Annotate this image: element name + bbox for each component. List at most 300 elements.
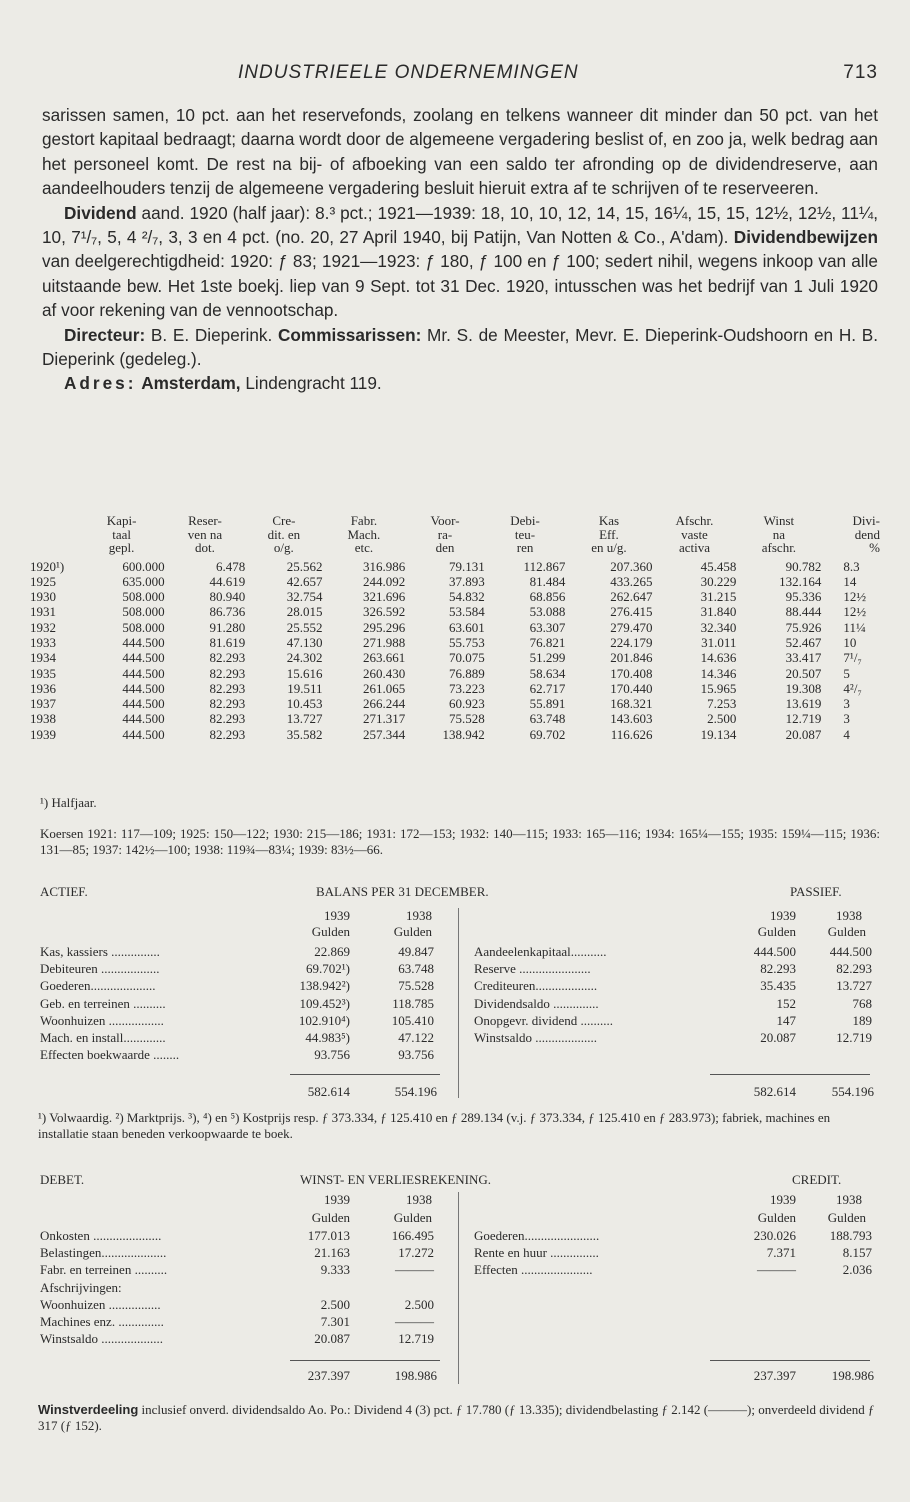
column-header: Fabr. — [350, 513, 378, 528]
balans-year-1938: 1938 — [406, 908, 432, 923]
column-header: % — [869, 540, 880, 555]
table-cell: 168.321 — [610, 696, 653, 712]
winst-left-title: DEBET. — [40, 1172, 85, 1187]
row-value: 7.301 — [320, 1314, 350, 1329]
winst-title: WINST- EN VERLIESREKENING. — [300, 1172, 492, 1187]
row-value: 20.087 — [314, 1331, 350, 1347]
table-cell: 8.3 — [843, 558, 860, 574]
table-cell: 55.891 — [529, 696, 566, 712]
table-cell: 266.244 — [363, 696, 406, 712]
table-cell: 15.965 — [700, 680, 737, 696]
table-cell: 7¹/₇ — [843, 650, 862, 666]
table-cell: 19.308 — [785, 680, 822, 696]
row-value: 189 — [852, 1012, 872, 1028]
column-header — [30, 514, 79, 528]
column-header: Kapi- — [106, 513, 137, 528]
table-cell: 73.223 — [449, 680, 485, 696]
table-row — [30, 604, 880, 619]
table-cell: 13.619 — [785, 696, 822, 712]
table-cell: 80.940 — [209, 589, 246, 605]
table-cell: 1925 — [30, 573, 56, 589]
table-cell: 58.634 — [529, 665, 566, 681]
row-label: Aandeelenkapitaal........... — [474, 944, 607, 959]
table-cell: 444.500 — [122, 634, 165, 650]
row-label: Onkosten ..................... — [40, 1228, 162, 1243]
table-cell: 2.500 — [707, 711, 737, 727]
winst-unit-1: Gulden — [311, 1210, 350, 1225]
balans-unit-1: Gulden — [311, 924, 350, 939]
table-cell: 20.507 — [785, 665, 822, 681]
row-value: 93.756 — [398, 1047, 434, 1063]
table-cell: 224.179 — [610, 634, 653, 650]
table-cell: 116.626 — [610, 726, 653, 742]
row-value: 17.272 — [398, 1245, 434, 1261]
table-cell: 1936 — [30, 680, 56, 696]
table-cell: 263.661 — [363, 650, 406, 666]
winst-r-unit-2: Gulden — [827, 1210, 866, 1225]
financial-table — [30, 514, 880, 742]
row-value: 20.087 — [760, 1030, 796, 1045]
column-header: teu- — [514, 526, 536, 542]
table-cell: 600.000 — [122, 558, 165, 574]
balans-r-total-1938: 554.196 — [831, 1084, 874, 1099]
row-label: Dividendsaldo .............. — [474, 995, 599, 1011]
table-row — [30, 666, 880, 681]
row-label: Afschrijvingen: — [40, 1279, 122, 1295]
paragraph-dividend — [42, 201, 878, 323]
row-value: 105.410 — [391, 1012, 434, 1028]
table-cell: 201.846 — [610, 650, 653, 666]
table-cell: 508.000 — [122, 619, 165, 635]
row-value: 35.435 — [760, 978, 796, 994]
column-header: Eff. — [599, 526, 619, 542]
table-cell: 1934 — [30, 650, 56, 666]
column-header: dend — [854, 526, 880, 542]
row-value: 82.293 — [760, 961, 796, 977]
table-cell: 32.754 — [286, 589, 323, 605]
row-value: 138.942²) — [299, 978, 350, 994]
table-row — [30, 681, 880, 696]
row-value: 63.748 — [398, 961, 434, 977]
winst-year-1938: 1938 — [406, 1192, 432, 1207]
column-header: Divi- — [852, 513, 880, 528]
dividend-label: Dividend — [64, 202, 137, 223]
balans-r-unit-1: Gulden — [757, 924, 796, 939]
table-cell: 54.832 — [449, 589, 485, 605]
table-cell: 1930 — [30, 589, 56, 605]
winst-total-1938: 198.986 — [394, 1368, 437, 1383]
row-value: ——— — [395, 1314, 434, 1329]
winstverdeeling — [38, 1402, 880, 1434]
row-value: 768 — [852, 995, 872, 1011]
table-cell: 279.470 — [610, 619, 653, 635]
balans-r-year-1939: 1939 — [770, 908, 796, 923]
row-label: Goederen....................... — [474, 1228, 600, 1243]
table-cell: 90.782 — [785, 558, 822, 574]
row-value: 93.756 — [314, 1047, 350, 1063]
table-cell: 82.293 — [209, 680, 246, 696]
row-value: 7.371 — [766, 1245, 796, 1261]
winst-year-1939: 1939 — [324, 1192, 350, 1207]
row-value: 9.333 — [320, 1262, 350, 1278]
header-row — [30, 541, 880, 559]
column-header: ra- — [437, 526, 453, 542]
table-cell: 82.293 — [209, 711, 246, 727]
table-cell: 316.986 — [363, 558, 406, 574]
table-cell: 53.584 — [449, 604, 485, 620]
table-header — [30, 514, 880, 559]
table-cell: 1920¹) — [30, 558, 65, 574]
table-cell: 12½ — [843, 604, 867, 620]
winstverdeeling-label: Winstverdeeling — [38, 1402, 139, 1417]
table-cell: 244.092 — [363, 573, 406, 589]
row-value: 12.719 — [398, 1331, 434, 1347]
column-header: ven na — [187, 526, 223, 542]
table-cell: 12½ — [843, 589, 867, 605]
balans-left-rule — [290, 1074, 440, 1075]
table-cell: 86.736 — [209, 604, 246, 620]
balans-left-title: ACTIEF. — [40, 884, 88, 899]
table-row — [30, 650, 880, 665]
row-label: Mach. en install............. — [40, 1030, 166, 1045]
table-cell: 1935 — [30, 665, 56, 681]
balans-year-1939: 1939 — [324, 908, 350, 923]
paragraph-adres — [42, 371, 878, 395]
row-value: 8.157 — [842, 1245, 872, 1261]
column-header: Debi- — [510, 513, 540, 528]
column-header: Kas — [598, 513, 620, 528]
table-cell: 19.511 — [287, 680, 323, 696]
winst-left-rule — [290, 1360, 440, 1361]
dividend-text: aand. 1920 (half jaar): 8.³ pct.; 1921—1939: 18, 10, 10, 12, 14, 15, 16¼, 15, 15, 12½, 12½, 11¼, 10, 7¹/₇, 5, 4 ²/₇, 3, 3 en 4 pct. (no. 20, 27 April 1940, bij Patijn, Van Notten & Co., A'dam). — [42, 202, 878, 248]
table-cell: 42.657 — [286, 573, 323, 589]
table-row — [30, 711, 880, 726]
table-cell: 19.134 — [700, 726, 737, 742]
row-value: 69.702¹) — [306, 961, 350, 977]
row-value: 47.122 — [398, 1030, 434, 1045]
balans-section — [0, 884, 910, 1104]
table-cell: 262.647 — [610, 589, 653, 605]
column-header: ren — [516, 540, 534, 555]
table-cell: 260.430 — [363, 665, 406, 681]
row-value: 22.869 — [314, 944, 350, 959]
directeur-text: B. E. Dieperink. — [145, 324, 278, 345]
table-cell: 207.360 — [610, 558, 653, 574]
table-cell: 25.562 — [286, 558, 323, 574]
column-header: na — [772, 526, 786, 542]
row-value: ——— — [395, 1262, 434, 1278]
table-cell: 53.088 — [529, 604, 566, 620]
table-cell: 326.592 — [363, 604, 406, 620]
row-value: 2.036 — [842, 1262, 872, 1278]
row-value: 75.528 — [398, 978, 434, 994]
running-title: INDUSTRIEELE ONDERNEMINGEN — [238, 62, 579, 83]
table-cell: 63.601 — [449, 619, 485, 635]
table-cell: 75.926 — [785, 619, 822, 635]
row-value: 82.293 — [836, 961, 872, 977]
row-value: 118.785 — [392, 995, 434, 1011]
header-row — [30, 528, 880, 542]
table-cell: 10.453 — [286, 696, 323, 712]
table-cell: 1938 — [30, 711, 56, 727]
table-cell: 12.719 — [785, 711, 822, 727]
table-cell: 20.087 — [785, 726, 822, 742]
table-cell: 76.821 — [529, 634, 566, 650]
row-value: 49.847 — [398, 944, 434, 959]
row-label: Winstsaldo ................... — [40, 1331, 163, 1347]
dividendbewijzen-label: Dividendbewijzen — [733, 227, 878, 248]
table-cell: 4²/₇ — [843, 680, 862, 696]
body-text — [42, 103, 878, 396]
row-label: Kas, kassiers ............... — [40, 944, 160, 959]
table-cell: 60.923 — [449, 696, 485, 712]
column-header: etc. — [354, 540, 374, 555]
column-header: en u/g. — [591, 540, 627, 555]
row-value: 12.719 — [836, 1030, 872, 1045]
table-cell: 81.619 — [209, 634, 246, 650]
table-footnote: ¹) Halfjaar. — [40, 795, 97, 810]
table-cell: 37.893 — [449, 573, 485, 589]
table-cell: 295.296 — [363, 619, 406, 635]
table-cell: 14.346 — [700, 665, 737, 681]
table-cell: 63.748 — [529, 711, 566, 727]
winst-unit-2: Gulden — [393, 1210, 432, 1225]
table-cell: 79.131 — [449, 558, 485, 574]
column-header: den — [435, 540, 455, 555]
column-header: Winst — [763, 513, 795, 528]
row-label: Effecten boekwaarde ........ — [40, 1047, 180, 1063]
row-value: 177.013 — [307, 1228, 350, 1243]
row-value: 230.026 — [753, 1228, 796, 1243]
table-cell: 143.603 — [610, 711, 653, 727]
table-cell: 276.415 — [610, 604, 653, 620]
row-label: Crediteuren................... — [474, 978, 598, 994]
table-row — [30, 727, 880, 742]
table-cell: 10 — [843, 634, 857, 650]
column-header — [30, 541, 79, 559]
table-cell: 444.500 — [122, 650, 165, 666]
table-cell: 81.484 — [529, 573, 566, 589]
column-header: activa — [678, 540, 710, 555]
table-cell: 112.867 — [523, 558, 566, 574]
row-label: Machines enz. .............. — [40, 1314, 164, 1329]
table-cell: 1939 — [30, 726, 56, 742]
paragraph-directeur — [42, 323, 878, 372]
table-cell: 62.717 — [529, 680, 566, 696]
table-cell: 25.552 — [286, 619, 323, 635]
page-number: 713 — [843, 62, 878, 83]
balans-title: BALANS PER 31 DECEMBER. — [316, 884, 489, 899]
adres-city: Amsterdam, — [141, 373, 241, 394]
balans-divider — [458, 908, 459, 1098]
row-value: 188.793 — [829, 1228, 872, 1243]
row-value: 444.500 — [753, 944, 796, 959]
column-header: dit. en — [267, 526, 301, 542]
winst-total-1939: 237.397 — [307, 1368, 350, 1383]
column-header — [30, 528, 79, 542]
winstverdeeling-text: inclusief onverd. dividendsaldo Ao. Po.: Dividend 4 (3) pct. ƒ 17.780 (ƒ 13.335); dividendbelasting ƒ 2.142 (———); onverdeeld dividend ƒ 317 (ƒ 152). — [38, 1402, 875, 1433]
table-cell: 7.253 — [707, 696, 737, 712]
table-row — [30, 559, 880, 574]
table-row — [30, 574, 880, 589]
table-cell: 170.408 — [610, 665, 653, 681]
table-cell: 132.164 — [779, 573, 822, 589]
winst-r-year-1939: 1939 — [770, 1192, 796, 1207]
table-cell: 63.307 — [529, 619, 566, 635]
directeur-label: Directeur: — [64, 324, 146, 345]
adres-label: Adres: — [64, 373, 137, 394]
table-cell: 444.500 — [122, 711, 165, 727]
balans-total-1939: 582.614 — [307, 1084, 350, 1099]
table-cell: 82.293 — [209, 726, 246, 742]
row-label: Rente en huur ............... — [474, 1245, 599, 1261]
balans-unit-2: Gulden — [393, 924, 432, 939]
row-label: Fabr. en terreinen .......... — [40, 1262, 168, 1278]
winst-r-year-1938: 1938 — [836, 1192, 862, 1207]
table-cell: 4 — [843, 726, 850, 742]
winst-divider — [458, 1192, 459, 1384]
table-cell: 82.293 — [209, 665, 246, 681]
column-header: vaste — [681, 526, 708, 542]
table-cell: 47.130 — [286, 634, 323, 650]
winst-r-total-1939: 237.397 — [753, 1368, 796, 1383]
row-value: 2.500 — [320, 1296, 350, 1312]
page-header — [42, 62, 878, 88]
table-cell: 261.065 — [363, 680, 406, 696]
balans-right-rule — [710, 1074, 870, 1075]
table-cell: 75.528 — [449, 711, 485, 727]
winst-r-unit-1: Gulden — [757, 1210, 796, 1225]
column-header: gepl. — [108, 540, 135, 555]
winst-section — [0, 1172, 910, 1392]
table-cell: 30.229 — [700, 573, 737, 589]
table-cell: 271.988 — [363, 634, 406, 650]
table-cell: 69.702 — [529, 726, 566, 742]
table-cell: 24.302 — [286, 650, 323, 666]
table-cell: 55.753 — [449, 634, 485, 650]
balans-right-title: PASSIEF. — [790, 884, 842, 899]
table-row — [30, 620, 880, 635]
table-cell: 51.299 — [529, 650, 566, 666]
row-label: Goederen.................... — [40, 978, 156, 994]
balans-total-1938: 554.196 — [394, 1084, 437, 1099]
row-value: 102.910⁴) — [298, 1012, 350, 1028]
table-cell: 31.215 — [700, 589, 737, 605]
row-value: 44.983⁵) — [305, 1030, 350, 1045]
koersen-text: Koersen 1921: 117—109; 1925: 150—122; 1930: 215—186; 1931: 172—153; 1932: 140—115; 1933: 165—116; 1934: 165¼—155; 1935: 159¼—115; 1936: 131—85; 1937: 142½—100; 1938: 119¾—83¼; 1939: 83½—66. — [40, 826, 880, 857]
table-cell: 44.619 — [209, 573, 246, 589]
balans-r-unit-2: Gulden — [827, 924, 866, 939]
table-cell: 52.467 — [785, 634, 822, 650]
table-cell: 508.000 — [122, 604, 165, 620]
row-label: Winstsaldo ................... — [474, 1030, 597, 1045]
balans-r-year-1938: 1938 — [836, 908, 862, 923]
table-cell: 3 — [843, 696, 850, 712]
table-cell: 138.942 — [442, 726, 485, 742]
row-label: Onopgevr. dividend .......... — [474, 1012, 614, 1028]
table-cell: 31.011 — [701, 634, 737, 650]
table-cell: 76.889 — [449, 665, 485, 681]
table-cell: 15.616 — [286, 665, 323, 681]
table-cell: 321.696 — [363, 589, 406, 605]
row-value: 21.163 — [314, 1245, 350, 1261]
table-cell: 444.500 — [122, 696, 165, 712]
table-cell: 82.293 — [209, 650, 246, 666]
table-body — [30, 559, 880, 743]
row-value: 109.452³) — [299, 995, 350, 1011]
table-cell: 6.478 — [215, 558, 246, 574]
commissarissen-text: Mr. S. de Meester, Mevr. E. Dieperink-Oudshoorn en H. B. Dieperink (gedeleg.). — [42, 324, 878, 370]
column-header: o/g. — [273, 540, 294, 555]
header-row — [30, 514, 880, 528]
row-value: 147 — [776, 1012, 796, 1028]
table-cell: 68.856 — [529, 589, 566, 605]
table-cell: 5 — [843, 665, 850, 681]
table-cell: 32.340 — [700, 619, 737, 635]
row-value: 13.727 — [836, 978, 872, 994]
table-row — [30, 635, 880, 650]
table-cell: 271.317 — [363, 711, 406, 727]
row-label: Effecten ...................... — [474, 1262, 593, 1278]
table-cell: 13.727 — [286, 711, 323, 727]
adres-text: Lindengracht 119. — [240, 373, 382, 394]
table-cell: 28.015 — [286, 604, 323, 620]
table-cell: 14.636 — [700, 650, 737, 666]
table-cell: 444.500 — [122, 665, 165, 681]
table-cell: 508.000 — [122, 589, 165, 605]
row-value: 444.500 — [829, 944, 872, 959]
table-cell: 82.293 — [209, 696, 246, 712]
column-header: Voor- — [430, 513, 460, 528]
row-label: Woonhuizen ................ — [40, 1296, 161, 1312]
column-header: Mach. — [347, 526, 381, 542]
column-header: taal — [112, 526, 131, 542]
balans-r-total-1939: 582.614 — [753, 1084, 796, 1099]
column-header: afschr. — [761, 540, 797, 555]
commissarissen-label: Commissarissen: — [278, 324, 422, 345]
row-label: Debiteuren .................. — [40, 961, 160, 977]
table-row — [30, 696, 880, 711]
table-cell: 3 — [843, 711, 850, 727]
winst-right-rule — [710, 1360, 870, 1361]
table-cell: 433.265 — [610, 573, 653, 589]
row-label: Reserve ...................... — [474, 961, 591, 977]
row-value: ——— — [757, 1262, 796, 1278]
table-cell: 170.440 — [610, 680, 653, 696]
table-row — [30, 589, 880, 604]
winst-r-total-1938: 198.986 — [831, 1368, 874, 1383]
table-cell: 95.336 — [785, 589, 822, 605]
column-header: Reser- — [188, 513, 222, 528]
row-value: 2.500 — [404, 1296, 434, 1312]
column-header: Cre- — [272, 513, 296, 528]
dividendbewijzen-text: van deelgerechtigdheid: 1920: ƒ 83; 1921—1923: ƒ 180, ƒ 100 en ƒ 100; sedert nihil, wegens inkoop van alle uitstaande bew. Het 1ste boekj. liep van 9 Sept. tot 31 Dec. 1920, intusschen was het bedrijf van 1 Juli 1920 af voor rekening van de vennootschap. — [42, 251, 878, 321]
table-cell: 1937 — [30, 696, 56, 712]
table-cell: 14 — [843, 573, 857, 589]
table-cell: 88.444 — [785, 604, 822, 620]
table-cell: 11¼ — [843, 619, 866, 635]
row-value: 152 — [776, 995, 796, 1011]
table-cell: 444.500 — [122, 680, 165, 696]
table-cell: 70.075 — [449, 650, 485, 666]
column-header: dot. — [195, 540, 215, 555]
table-cell: 1932 — [30, 619, 56, 635]
table-cell: 444.500 — [122, 726, 165, 742]
table-cell: 31.840 — [700, 604, 737, 620]
row-label: Geb. en terreinen .......... — [40, 995, 166, 1011]
balans-note: ¹) Volwaardig. ²) Marktprijs. ³), ⁴) en ⁵) Kostprijs resp. ƒ 373.334, ƒ 125.410 en ƒ 289.134 (v.j. ƒ 373.334, ƒ 125.410 en ƒ 283.973); fabriek, machines en installatie staan beneden verkoopwaarde te boek. — [38, 1110, 831, 1141]
table-cell: 635.000 — [122, 573, 165, 589]
